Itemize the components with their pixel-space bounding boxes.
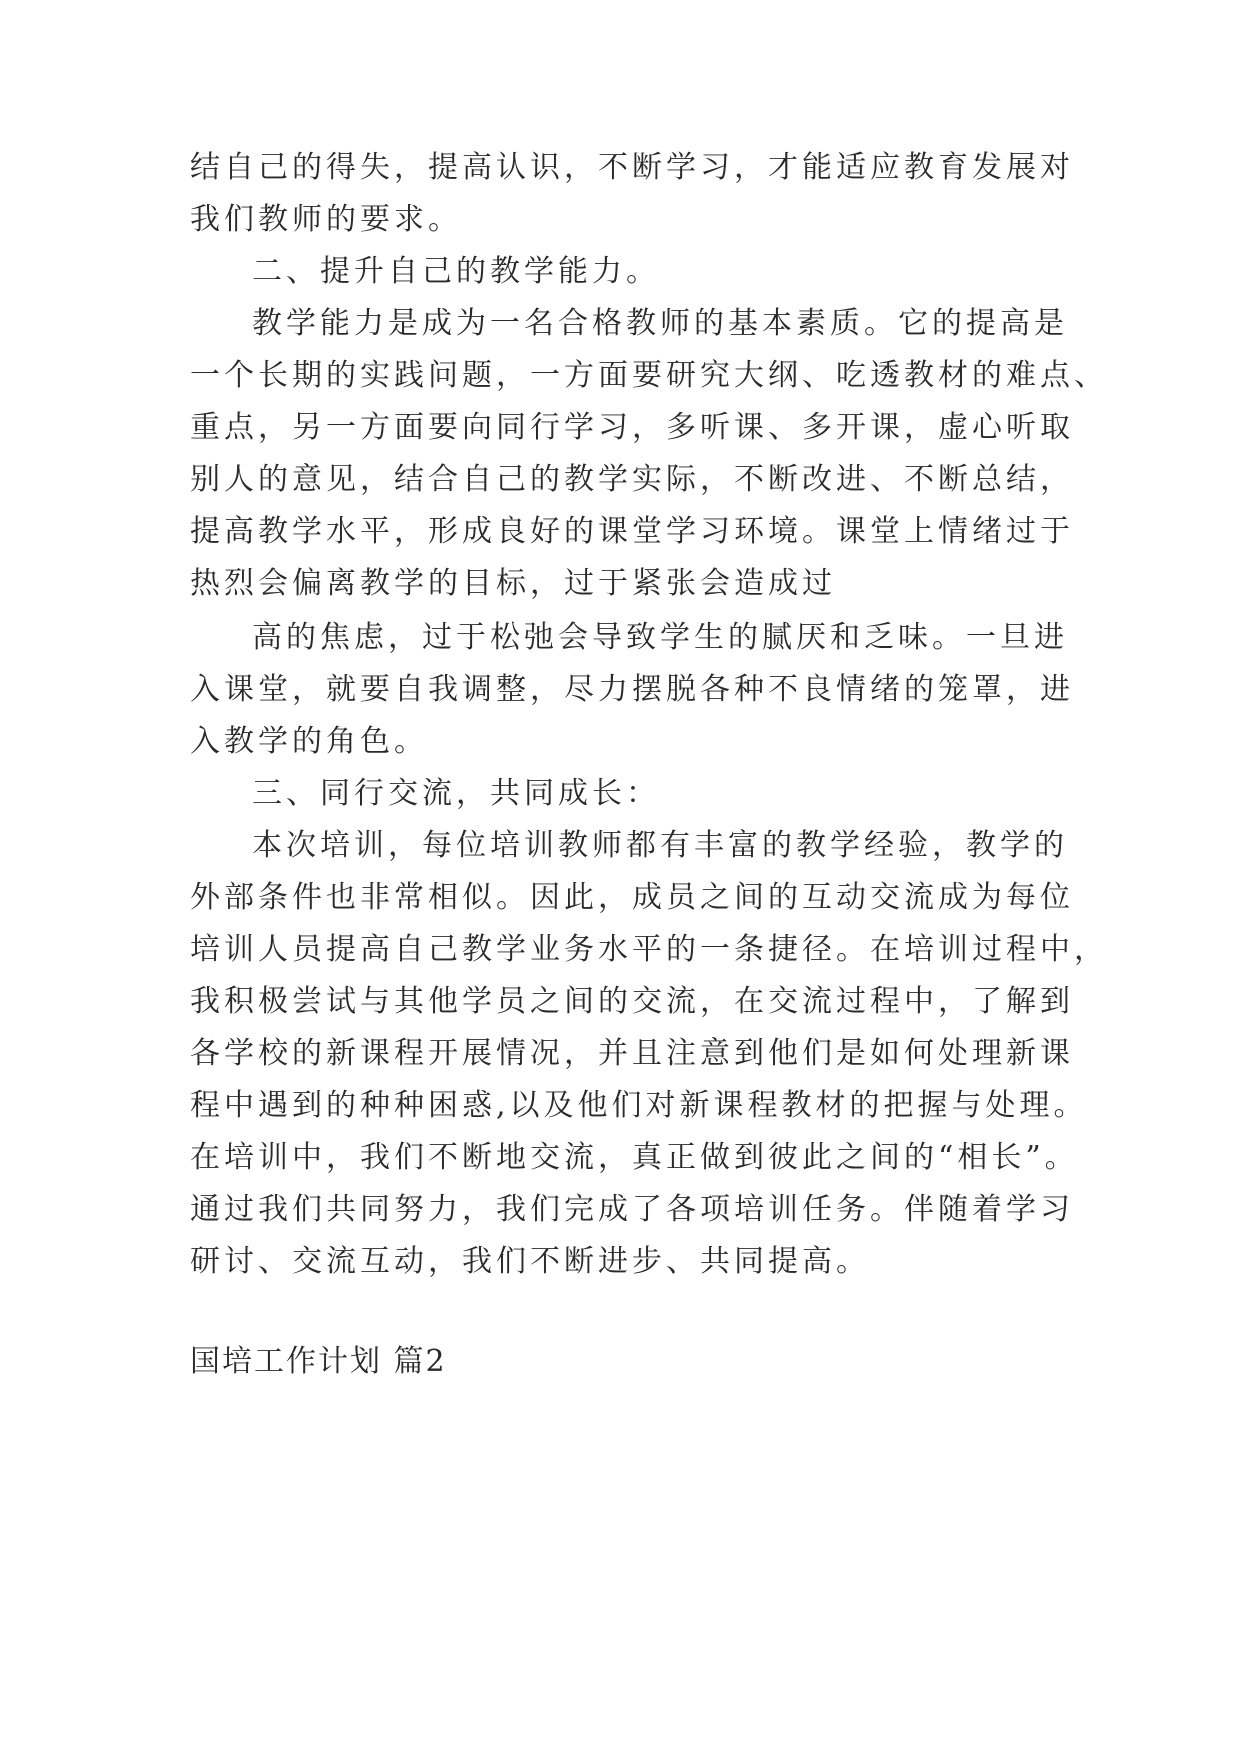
- paragraph-line: 提高教学水平，形成良好的课堂学习环境。课堂上情绪过于: [190, 514, 1074, 549]
- paragraph-line: 各学校的新课程开展情况，并且注意到他们是如何处理新课: [190, 1036, 1074, 1071]
- paragraph-line: 入课堂，就要自我调整，尽力摆脱各种不良情绪的笼罩，进: [190, 672, 1074, 707]
- paragraph-line: 程中遇到的种种困惑,以及他们对新课程教材的把握与处理。: [190, 1088, 1088, 1123]
- paragraph-line: 外部条件也非常相似。因此，成员之间的互动交流成为每位: [190, 880, 1074, 915]
- paragraph-line: 热烈会偏离教学的目标，过于紧张会造成过: [190, 566, 836, 601]
- paragraph-line: 我们教师的要求。: [190, 202, 462, 237]
- paragraph-line: 教学能力是成为一名合格教师的基本素质。它的提高是: [252, 306, 1068, 341]
- paragraph-line: 通过我们共同努力，我们完成了各项培训任务。伴随着学习: [190, 1192, 1074, 1227]
- section-title: 国培工作计划 篇2: [190, 1344, 447, 1379]
- paragraph-line: 重点，另一方面要向同行学习，多听课、多开课，虚心听取: [190, 410, 1074, 445]
- paragraph-line: 高的焦虑，过于松弛会导致学生的腻厌和乏味。一旦进: [252, 620, 1068, 655]
- paragraph-line: 在培训中，我们不断地交流，真正做到彼此之间的“相长”。: [190, 1140, 1079, 1175]
- paragraph-line: 别人的意见，结合自己的教学实际，不断改进、不断总结，: [190, 462, 1074, 497]
- paragraph-line: 一个长期的实践问题，一方面要研究大纲、吃透教材的难点、: [190, 358, 1108, 393]
- paragraph-line: 我积极尝试与其他学员之间的交流，在交流过程中，了解到: [190, 984, 1074, 1019]
- paragraph-line: 本次培训，每位培训教师都有丰富的教学经验，教学的: [252, 828, 1068, 863]
- paragraph-line: 结自己的得失，提高认识，不断学习，才能适应教育发展对: [190, 150, 1074, 185]
- paragraph-line: 培训人员提高自己教学业务水平的一条捷径。在培训过程中，: [190, 932, 1108, 967]
- section-heading-three: 三、同行交流，共同成长：: [252, 776, 660, 811]
- section-heading-two: 二、提升自己的教学能力。: [252, 254, 660, 289]
- paragraph-line: 入教学的角色。: [190, 724, 428, 759]
- paragraph-line: 研讨、交流互动，我们不断进步、共同提高。: [190, 1244, 870, 1279]
